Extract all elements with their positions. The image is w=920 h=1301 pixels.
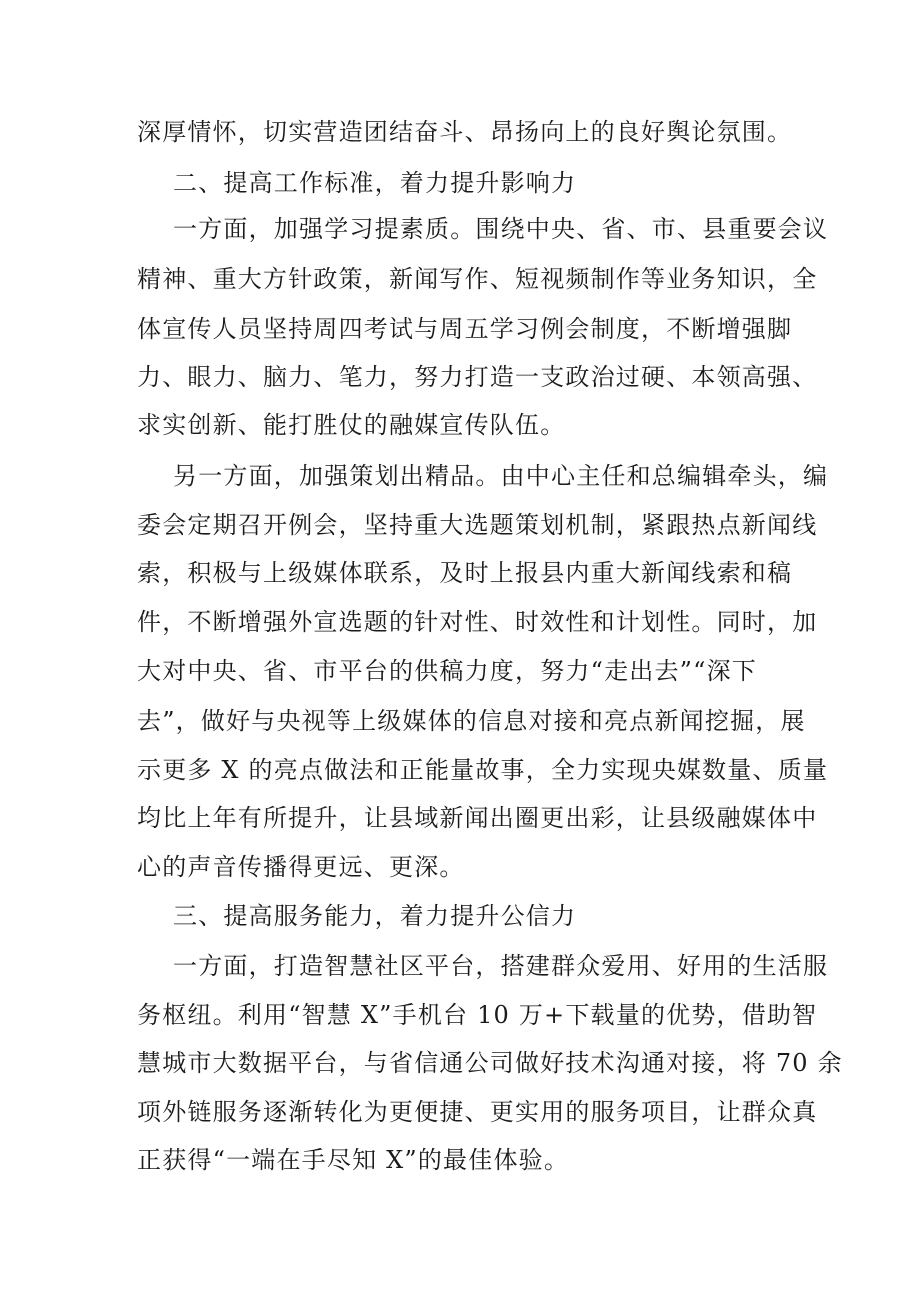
text-line: 慧城市大数据平台，与省信通公司做好技术沟通对接，将 70 余 bbox=[137, 1049, 843, 1077]
text-line: 力、眼力、脑力、笔力，努力打造一支政治过硬、本领高强、 bbox=[137, 363, 818, 391]
text-line: 均比上年有所提升，让县域新闻出圈更出彩，让县级融媒体中 bbox=[137, 804, 818, 832]
text-line: 精神、重大方针政策，新闻写作、短视频制作等业务知识，全 bbox=[137, 265, 818, 293]
text-line: 大对中央、省、市平台的供稿力度，努力“走出去”“深下 bbox=[137, 657, 758, 685]
paragraph-first-line: 一方面，打造智慧社区平台，搭建群众爱用、好用的生活服 bbox=[173, 952, 829, 980]
text-line: 体宣传人员坚持周四考试与周五学习例会制度，不断增强脚 bbox=[137, 315, 793, 343]
paragraph-first-line: 一方面，加强学习提素质。围绕中央、省、市、县重要会议 bbox=[173, 215, 829, 243]
section-heading: 二、提高工作标准，着力提升影响力 bbox=[173, 169, 577, 197]
text-line: 示更多 X 的亮点做法和正能量故事，全力实现央媒数量、质量 bbox=[137, 756, 829, 784]
text-line: 项外链服务逐渐转化为更便捷、更实用的服务项目，让群众真 bbox=[137, 1098, 818, 1126]
text-line: 正获得“一端在手尽知 X”的最佳体验。 bbox=[137, 1146, 570, 1174]
text-line: 件，不断增强外宣选题的针对性、时效性和计划性。同时，加 bbox=[137, 608, 818, 636]
text-line: 心的声音传播得更远、更深。 bbox=[137, 853, 465, 881]
text-line: 索，积极与上级媒体联系，及时上报县内重大新闻线索和稿 bbox=[137, 559, 793, 587]
text-line: 务枢纽。利用“智慧 X”手机台 10 万+下载量的优势，借助智 bbox=[137, 1001, 818, 1029]
text-line: 去”，做好与央视等上级媒体的信息对接和亮点新闻挖掘，展 bbox=[137, 707, 806, 735]
text-line: 深厚情怀，切实营造团结奋斗、昂扬向上的良好舆论氛围。 bbox=[137, 118, 793, 146]
text-line: 求实创新、能打胜仗的融媒宣传队伍。 bbox=[137, 411, 566, 439]
section-heading: 三、提高服务能力，着力提升公信力 bbox=[173, 902, 577, 930]
text-line: 委会定期召开例会，坚持重大选题策划机制，紧跟热点新闻线 bbox=[137, 511, 818, 539]
paragraph-first-line: 另一方面，加强策划出精品。由中心主任和总编辑牵头，编 bbox=[173, 462, 829, 490]
